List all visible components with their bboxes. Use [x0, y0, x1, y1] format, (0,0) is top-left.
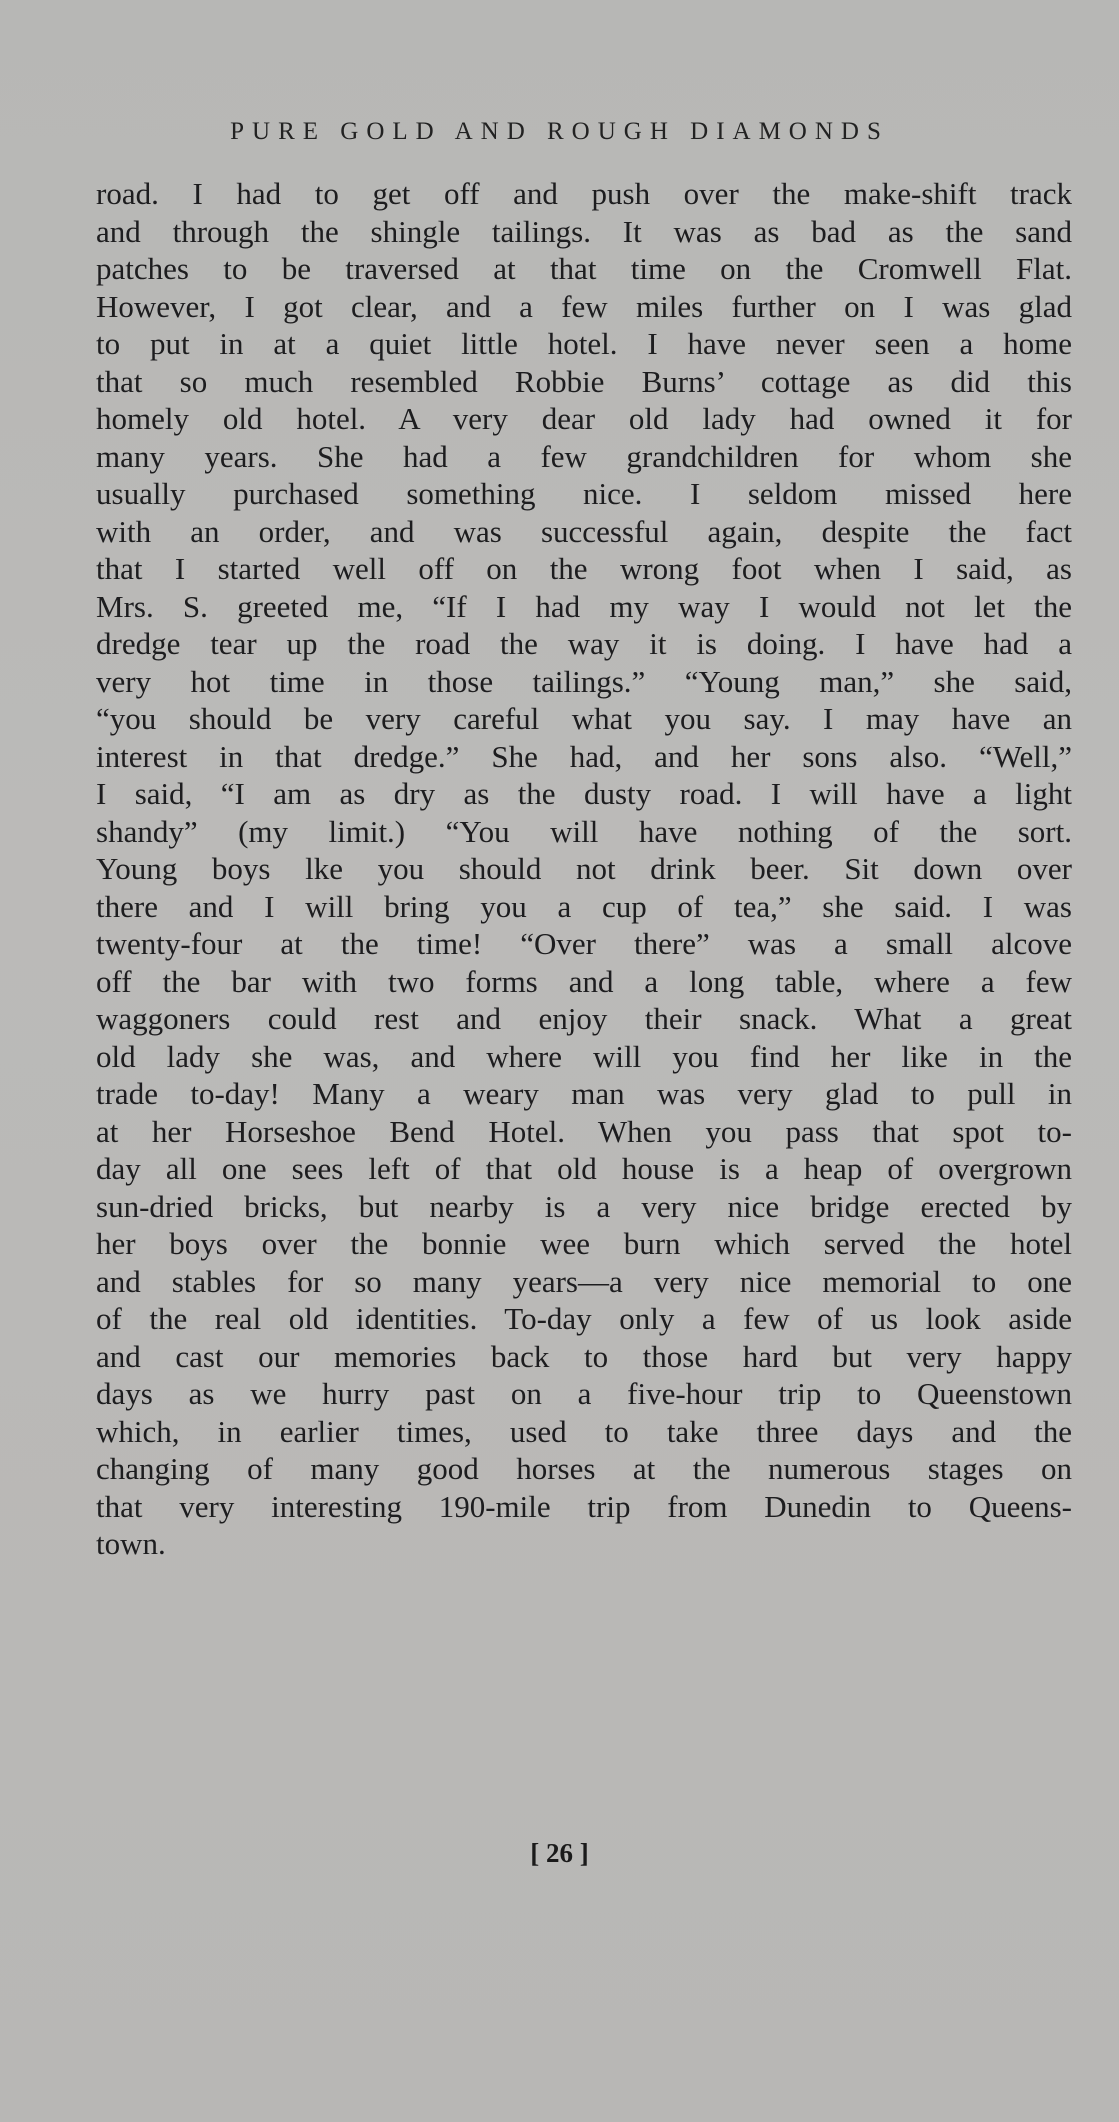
text-line: and cast our memories back to those hard but very happy	[96, 1338, 1072, 1374]
text-line: and stables for so many years—a very nice memorial to one	[96, 1263, 1072, 1299]
text-line: her boys over the bonnie wee burn which served the hotel	[96, 1226, 1072, 1261]
text-line: Young boys lke you should not drink beer. Sit down over	[96, 851, 1072, 886]
text-line: with an order, and was successful again, despite the fact	[96, 513, 1072, 549]
text-line: to put in at a quiet little hotel. I have never seen a home	[96, 326, 1072, 361]
text-line: waggoners could rest and enjoy their snack. What a great	[96, 1001, 1072, 1036]
text-line: many years. She had a few grandchildren for whom she	[96, 438, 1072, 474]
text-line: shandy” (my limit.) “You will have nothing of the sort.	[96, 813, 1072, 849]
page-number: [ 26 ]	[530, 1838, 589, 1868]
text-line: at her Horseshoe Bend Hotel. When you pass that spot to-	[96, 1113, 1072, 1149]
text-line: interest in that dredge.” She had, and her sons also. “Well,”	[96, 738, 1072, 774]
text-line: and through the shingle tailings. It was as bad as the sand	[96, 213, 1072, 249]
text-line: However, I got clear, and a few miles further on I was glad	[96, 288, 1072, 324]
text-line: day all one sees left of that old house is a heap of overgrown	[96, 1151, 1072, 1186]
text-line: trade to-day! Many a weary man was very glad to pull in	[96, 1076, 1072, 1111]
text-line: changing of many good horses at the numerous stages on	[96, 1451, 1072, 1486]
text-line: homely old hotel. A very dear old lady had owned it for	[96, 401, 1072, 436]
text-line: that very interesting 190-mile trip from Dunedin to Queens-	[96, 1488, 1072, 1524]
text-line: Mrs. S. greeted me, “If I had my way I would not let the	[96, 588, 1072, 624]
text-line: patches to be traversed at that time on the Cromwell Flat.	[96, 251, 1072, 286]
text-line: usually purchased something nice. I seldom missed here	[96, 476, 1072, 511]
body-text	[96, 175, 1072, 1563]
running-header: PURE GOLD AND ROUGH DIAMONDS	[230, 118, 889, 145]
text-line: “you should be very careful what you say. I may have an	[96, 701, 1072, 736]
text-line: twenty-four at the time! “Over there” was a small alcove	[96, 926, 1072, 961]
text-line: road. I had to get off and push over the make-shift track	[96, 176, 1072, 211]
text-line: off the bar with two forms and a long table, where a few	[96, 963, 1072, 999]
text-line-last: town.	[96, 1526, 166, 1561]
text-line: sun-dried bricks, but nearby is a very nice bridge erected by	[96, 1188, 1072, 1224]
text-line: that I started well off on the wrong foot when I said, as	[96, 551, 1072, 586]
text-line: days as we hurry past on a five-hour trip to Queenstown	[96, 1376, 1072, 1411]
text-line: there and I will bring you a cup of tea,” she said. I was	[96, 888, 1072, 924]
text-line: old lady she was, and where will you find her like in the	[96, 1038, 1072, 1074]
text-line: that so much resembled Robbie Burns’ cottage as did this	[96, 363, 1072, 399]
text-line: of the real old identities. To-day only a few of us look aside	[96, 1301, 1072, 1336]
text-line: which, in earlier times, used to take three days and the	[96, 1413, 1072, 1449]
text-line: very hot time in those tailings.” “Young man,” she said,	[96, 663, 1072, 699]
text-line: dredge tear up the road the way it is doing. I have had a	[96, 626, 1072, 661]
text-line: I said, “I am as dry as the dusty road. I will have a light	[96, 776, 1072, 811]
